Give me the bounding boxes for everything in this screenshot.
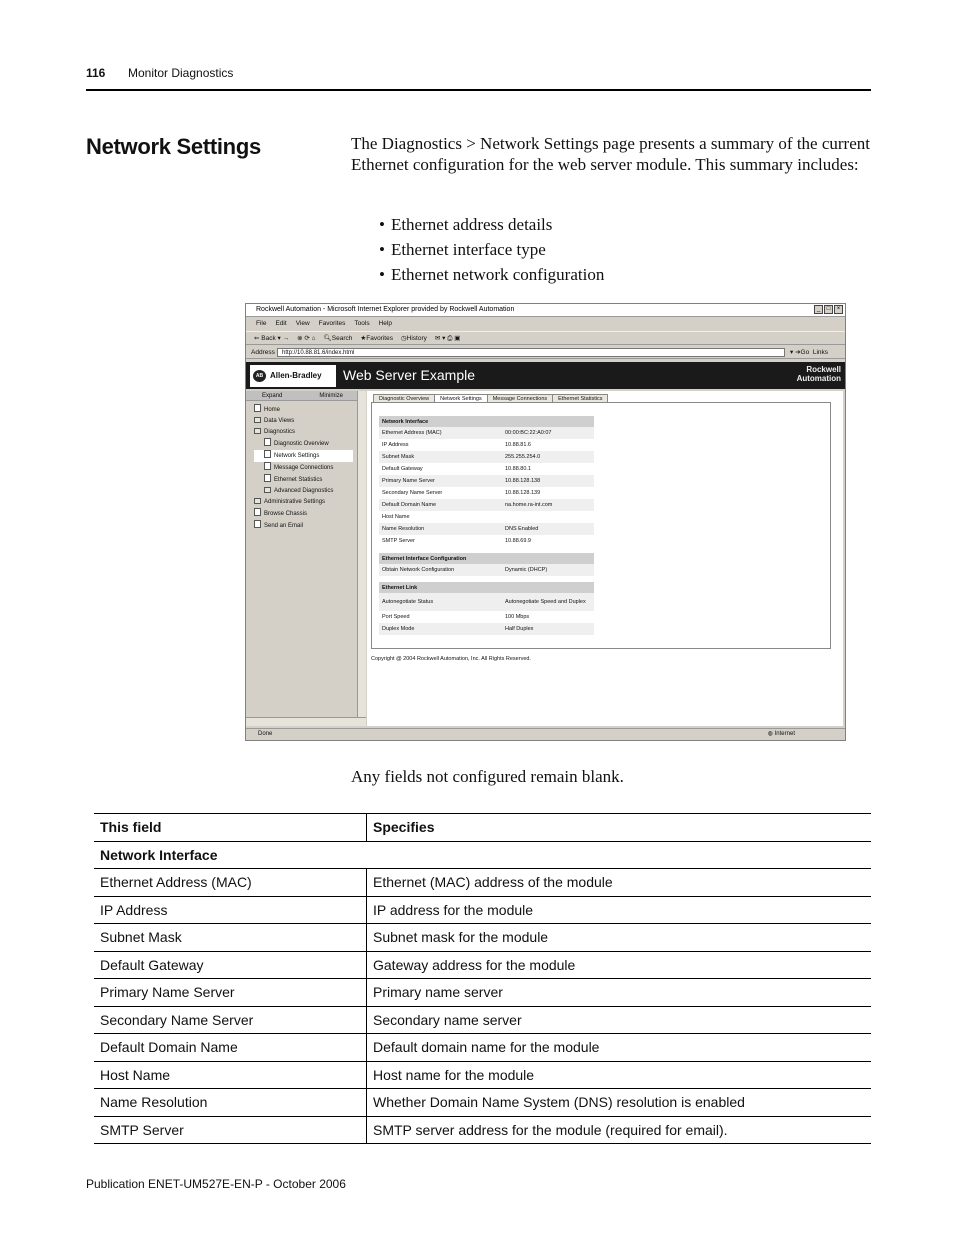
browser-toolbar [246, 331, 845, 345]
address-input[interactable]: http://10.88.81.6/index.html [277, 348, 785, 357]
mail-print-icons[interactable]: ✉ ▾ ⎙ ▣ [434, 335, 461, 342]
field-label: Primary Name Server [379, 475, 502, 487]
rockwell-logo [797, 365, 841, 383]
menu-favorites[interactable]: Favorites [318, 320, 346, 327]
table-row [94, 1061, 871, 1089]
field-label: Secondary Name Server [382, 490, 443, 496]
favorites-button[interactable]: ★Favorites [360, 335, 393, 342]
table-row [379, 623, 594, 635]
section-header: Ethernet Link [379, 582, 594, 593]
tab-message-connections[interactable]: Message Connections [487, 394, 553, 403]
field-value: 10.88.128.139 [505, 490, 541, 496]
table-row [379, 463, 594, 475]
field-value: 100 Mbps [505, 614, 530, 620]
nav-label: Network Settings [274, 453, 320, 459]
table-row [94, 896, 871, 924]
stop-icon[interactable]: ⊗ ⟳ ⌂ [297, 335, 316, 342]
bullet-item: • Ethernet address details [379, 214, 604, 239]
folder-icon [254, 498, 261, 504]
field-label: Duplex Mode [379, 623, 502, 635]
page-icon [254, 508, 261, 516]
field-cell: Secondary Name Server [94, 1006, 367, 1034]
allen-bradley-logo: AB Allen-Bradley [250, 365, 336, 387]
field-label: Port Speed [382, 614, 410, 620]
page-icon [254, 404, 261, 412]
field-cell: SMTP Server [94, 1116, 367, 1144]
tab-ethernet-statistics[interactable]: Ethernet Statistics [552, 394, 608, 403]
field-label: Subnet Mask [379, 451, 502, 463]
zone-indicator [768, 729, 795, 740]
publication-footer: Publication ENET-UM527E-EN-P - October 2006 [86, 1177, 346, 1191]
status-text: Done [258, 731, 273, 737]
nav-tree [246, 401, 365, 532]
section-header: Network Interface [379, 416, 594, 427]
field-value: 10.88.128.138 [502, 475, 594, 487]
back-button[interactable]: ⇐ Back ▾ → [254, 335, 290, 342]
field-cell: Default Domain Name [94, 1034, 367, 1062]
close-icon[interactable]: × [834, 305, 843, 314]
history-label: History [406, 335, 427, 342]
address-bar [246, 346, 845, 359]
table-row [94, 979, 871, 1007]
menu-view[interactable]: View [295, 320, 310, 327]
nav-label: Ethernet Statistics [274, 477, 323, 483]
zone-label: Internet [774, 731, 795, 737]
field-value: 10.88.80.1 [505, 466, 531, 472]
nav-item-data-views[interactable] [254, 416, 365, 427]
field-label: Ethernet Address (MAC) [379, 427, 502, 439]
field-value: na.home.ra-int.com [502, 499, 594, 511]
description-cell: IP address for the module [367, 896, 872, 924]
table-group-row [94, 841, 871, 869]
nav-item-message-connections[interactable] [254, 462, 365, 474]
description-cell: Primary name server [367, 979, 872, 1007]
table-row [379, 564, 594, 576]
window-title-bar [246, 304, 845, 317]
nav-item-diagnostics[interactable] [254, 427, 365, 438]
minimize-icon[interactable]: _ [814, 305, 823, 314]
minimize-link[interactable]: Minimize [319, 393, 343, 399]
section-header: Ethernet Interface Configuration [379, 553, 594, 564]
column-header: This field [94, 814, 367, 842]
nav-item-browse-chassis[interactable] [254, 508, 365, 520]
nav-label: Browse Chassis [264, 511, 308, 517]
description-cell: Ethernet (MAC) address of the module [367, 869, 872, 897]
field-label: Default Gateway [382, 466, 423, 472]
nav-label: Advanced Diagnostics [274, 488, 334, 494]
field-label: Name Resolution [379, 523, 502, 535]
description-cell: Host name for the module [367, 1061, 872, 1089]
page-icon [264, 474, 271, 482]
nav-item-send-email[interactable] [254, 520, 365, 532]
description-cell: Secondary name server [367, 1006, 872, 1034]
field-label: SMTP Server [382, 538, 415, 544]
table-row [379, 593, 594, 611]
field-value: 10.88.69.9 [505, 538, 531, 544]
address-label: Address [251, 349, 275, 356]
intro-paragraph: The Diagnostics > Network Settings page presents a summary of the current Ethernet configuration for the web server module. This summary includes: [351, 134, 870, 174]
table-row [379, 427, 594, 439]
expand-link[interactable]: Expand [262, 393, 283, 399]
status-bar [246, 728, 845, 739]
field-cell: Subnet Mask [94, 924, 367, 952]
nav-item-administrative-settings[interactable] [254, 497, 365, 508]
browser-screenshot [245, 303, 846, 741]
menu-file[interactable]: File [256, 320, 267, 327]
window-title: Rockwell Automation - Microsoft Internet Explorer provided by Rockwell Automation [256, 306, 515, 313]
tab-network-settings[interactable]: Network Settings [434, 394, 488, 403]
field-value: Dynamic (DHCP) [502, 564, 594, 576]
page-icon [264, 438, 271, 446]
table-row [379, 611, 594, 623]
menu-tools[interactable]: Tools [354, 320, 370, 327]
field-value: 255.255.254.0 [502, 451, 594, 463]
back-label: Back [261, 335, 276, 342]
page-icon [264, 450, 271, 458]
table-row [94, 1116, 871, 1144]
field-value: DNS Enabled [502, 523, 594, 535]
nav-horizontal-scrollbar[interactable] [246, 717, 366, 726]
column-header: Specifies [367, 814, 872, 842]
table-row [94, 869, 871, 897]
description-cell: SMTP server address for the module (required for email). [367, 1116, 872, 1144]
summary-bullet-list [379, 214, 604, 289]
folder-icon [254, 417, 261, 423]
field-cell: Default Gateway [94, 951, 367, 979]
go-area [790, 346, 828, 359]
field-cell: Primary Name Server [94, 979, 367, 1007]
page-number: 116 [86, 66, 106, 80]
field-description-table [94, 813, 871, 1144]
table-row [379, 487, 594, 499]
nav-item-advanced-diagnostics[interactable] [254, 486, 365, 497]
content-pane [367, 391, 843, 726]
field-cell: Ethernet Address (MAC) [94, 869, 367, 897]
field-cell: Host Name [94, 1061, 367, 1089]
app-banner [246, 362, 845, 389]
table-header-row [94, 814, 871, 842]
description-cell: Whether Domain Name System (DNS) resolution is enabled [367, 1089, 872, 1117]
group-label: Network Interface [94, 841, 871, 869]
nav-label: Diagnostics [264, 429, 296, 435]
menu-bar [246, 318, 845, 330]
bullet-item: • Ethernet interface type [379, 239, 604, 264]
address-dropdown-icon[interactable]: ▾ [790, 349, 794, 356]
go-button[interactable]: ➔Go [795, 349, 810, 356]
field-label: Host Name [382, 514, 410, 520]
globe-icon: ◍ [767, 731, 775, 737]
table-row [94, 1089, 871, 1117]
search-button[interactable]: 🔍︎Search [323, 335, 353, 342]
field-label: Autonegotiate Status [379, 593, 502, 611]
app-title: Web Server Example [343, 367, 476, 383]
field-label: Obtain Network Configuration [379, 564, 502, 576]
links-button[interactable]: Links [812, 349, 829, 356]
nav-label: Message Connections [274, 465, 334, 471]
maximize-icon[interactable]: □ [824, 305, 833, 314]
nav-vertical-scrollbar[interactable] [357, 391, 366, 717]
network-settings-panel [371, 402, 831, 649]
navigation-pane [246, 391, 366, 717]
bullet-item: • Ethernet network configuration [379, 264, 604, 289]
header-rule [86, 89, 871, 91]
field-label: Default Domain Name [379, 499, 502, 511]
nav-label: Send an Email [264, 523, 304, 529]
page-icon [264, 462, 271, 470]
description-cell: Gateway address for the module [367, 951, 872, 979]
table-row [94, 1006, 871, 1034]
folder-icon [264, 487, 271, 493]
table-row [379, 535, 594, 547]
rockwell-logo-line2: Automation [796, 374, 841, 383]
mail-icon [254, 520, 261, 528]
field-value: 00:00:BC:22:A0:07 [502, 427, 594, 439]
blank-fields-note: Any fields not configured remain blank. [351, 767, 624, 786]
nav-label: Administrative Settings [264, 499, 326, 505]
folder-open-icon [254, 428, 261, 434]
menu-edit[interactable]: Edit [275, 320, 287, 327]
table-row [94, 951, 871, 979]
table-row [379, 451, 594, 463]
nav-item-network-settings[interactable] [254, 450, 353, 462]
table-row [379, 523, 594, 535]
table-row [94, 1034, 871, 1062]
network-config-table [379, 416, 594, 635]
nav-label: Data Views [264, 418, 295, 424]
chapter-title: Monitor Diagnostics [128, 66, 234, 80]
go-label: Go [800, 349, 810, 356]
table-row [379, 511, 594, 523]
rockwell-logo-line1: Rockwell [806, 365, 841, 374]
field-value: Autonegotiate Speed and Duplex [502, 593, 594, 611]
table-row [94, 924, 871, 952]
search-label: Search [331, 335, 353, 342]
field-label: IP Address [382, 442, 409, 448]
history-button[interactable]: ◷History [400, 335, 427, 342]
copyright-text: Copyright @ 2004 Rockwell Automation, Inc. All Rights Reserved. [371, 656, 531, 662]
nav-label: Home [264, 407, 281, 413]
table-row [379, 475, 594, 487]
tab-diagnostic-overview[interactable]: Diagnostic Overview [373, 394, 435, 403]
field-cell: Name Resolution [94, 1089, 367, 1117]
field-value: 10.88.81.6 [505, 442, 531, 448]
menu-help[interactable]: Help [378, 320, 392, 327]
favorites-label: Favorites [366, 335, 393, 342]
table-row [379, 499, 594, 511]
nav-item-diagnostic-overview[interactable] [254, 438, 365, 450]
description-cell: Subnet mask for the module [367, 924, 872, 952]
nav-item-ethernet-statistics[interactable] [254, 474, 365, 486]
field-value: Half Duplex [502, 623, 594, 635]
section-title: Network Settings [86, 134, 261, 159]
nav-label: Diagnostic Overview [274, 441, 329, 447]
field-value [502, 511, 594, 523]
nav-header [246, 391, 365, 401]
nav-item-home[interactable] [254, 404, 365, 416]
description-cell: Default domain name for the module [367, 1034, 872, 1062]
field-cell: IP Address [94, 896, 367, 924]
table-row [379, 439, 594, 451]
